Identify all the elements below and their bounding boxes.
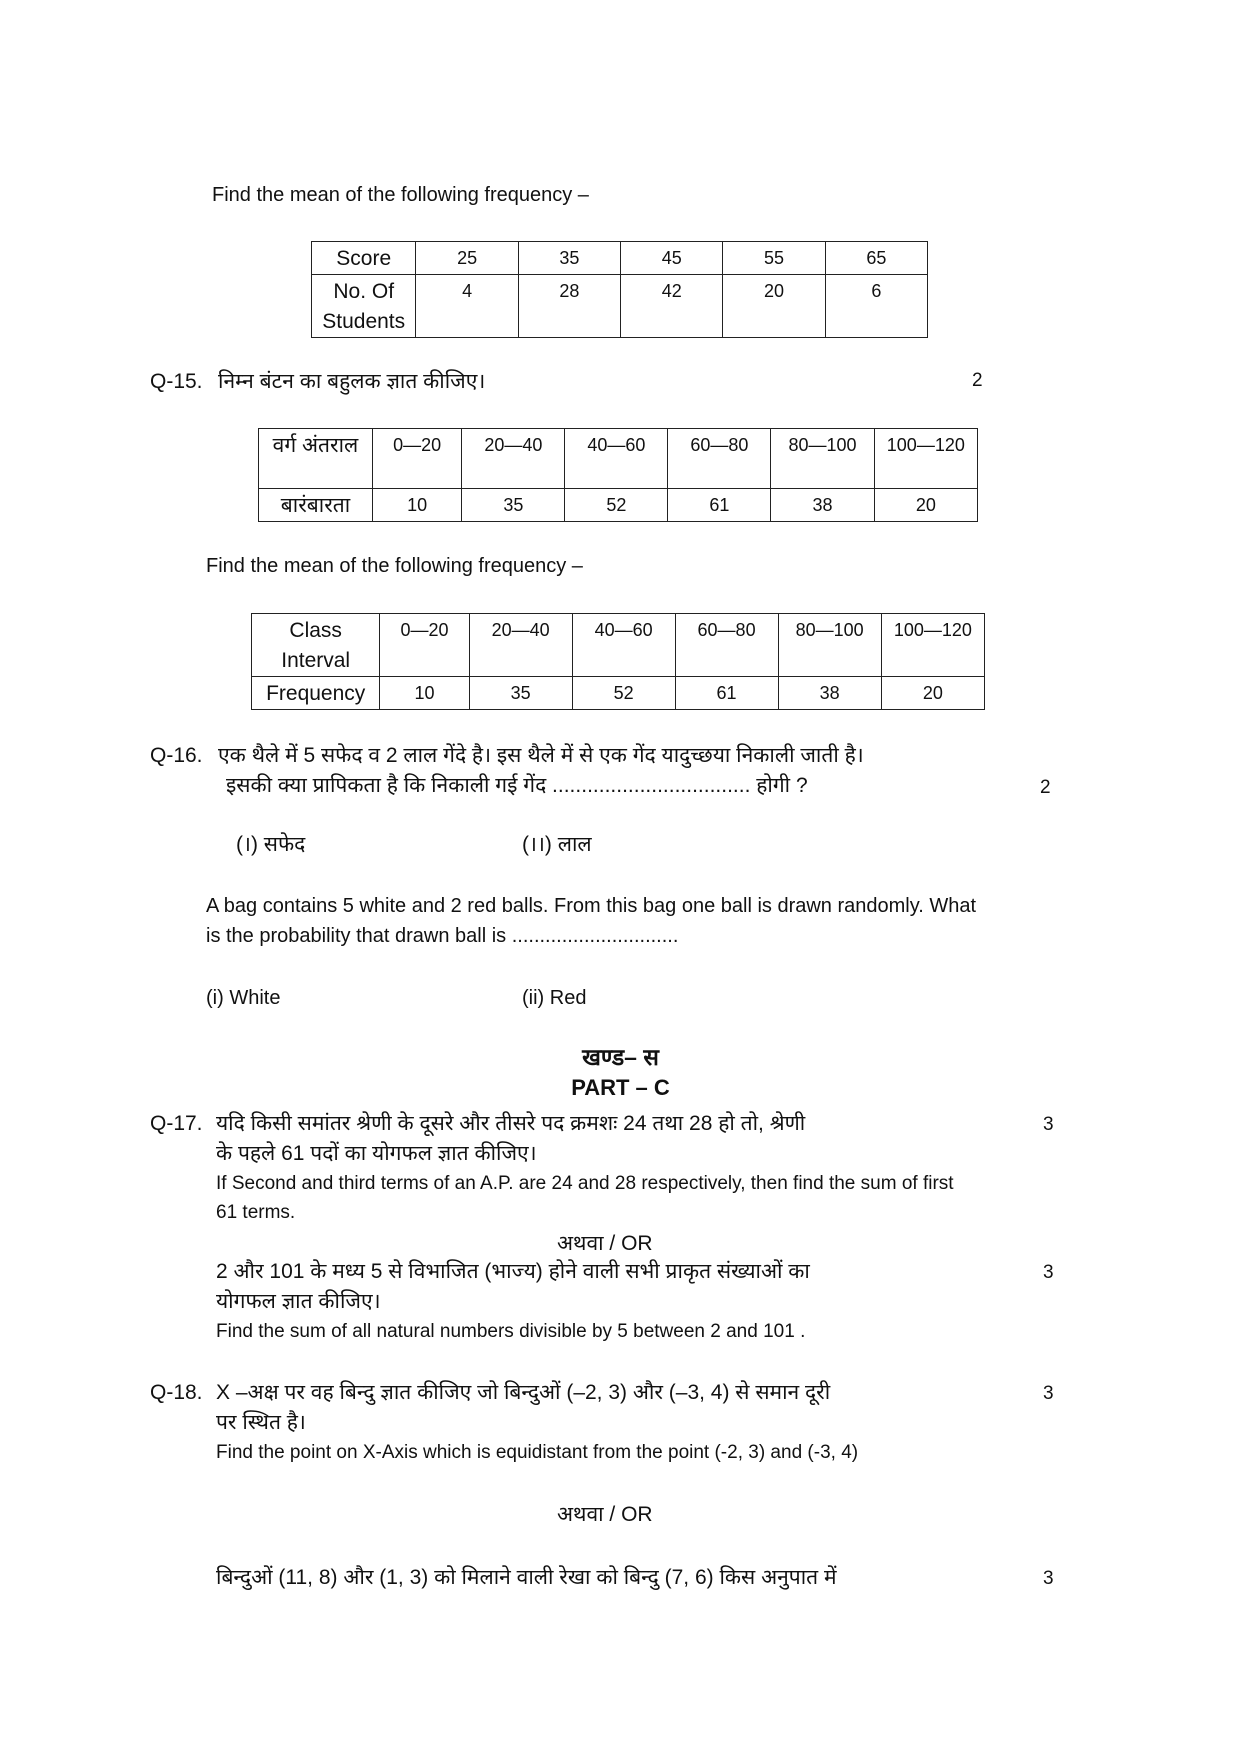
hindi-class-frequency-table [258,428,978,522]
table-cell: 45 [621,242,723,275]
q15-english-prompt: Find the mean of the following frequency – [206,555,583,577]
q16-hindi-option-2: (।।) लाल [522,833,592,856]
english-class-frequency-table [251,613,985,710]
score-students-table [311,241,928,338]
q16-number: Q-16. [150,744,203,767]
q17-hindi-line2: के पहले 61 पदों का योगफल ज्ञात कीजिए। [216,1142,537,1165]
q18-hindi-line1: X –अक्ष पर वह बिन्दु ज्ञात कीजिए जो बिन्दुओं (–2, 3) और (–3, 4) से समान दूरी [216,1381,831,1404]
q18-english: Find the point on X-Axis which is equidistant from the point (-2, 3) and (-3, 4) [216,1442,859,1463]
row-label-frequency-hindi: बारंबारता [259,489,373,522]
table-cell: 6 [825,275,927,338]
row-label-score: Score [312,242,416,275]
q17-marks: 3 [1043,1114,1054,1135]
q16-hindi-line2: इसकी क्या प्रापिकता है कि निकाली गई गेंद .................................. होगी ? [226,774,808,797]
table-cell: 80—100 [778,614,881,677]
table-cell: 52 [565,489,668,522]
table-cell: 20—40 [462,429,565,489]
q15-marks: 2 [972,370,983,391]
q17-hindi-line1: यदि किसी समांतर श्रेणी के दूसरे और तीसरे पद क्रमशः 24 तथा 28 हो तो, श्रेणी [216,1112,806,1135]
table-cell: 60—80 [668,429,771,489]
q16-english-line2: is the probability that drawn ball is .............................. [206,925,679,947]
table-cell: 65 [825,242,927,275]
q17-alt-hindi-line1: 2 और 101 के मध्य 5 से विभाजित (भाज्य) होने वाली सभी प्राकृत संख्याओं का [216,1260,810,1283]
table-cell: 38 [778,677,881,710]
table-cell: 40—60 [565,429,668,489]
q17-alt-hindi-line2: योगफल ज्ञात कीजिए। [216,1290,381,1313]
q18-alt-hindi-line1: बिन्दुओं (11, 8) और (1, 3) को मिलाने वाली रेखा को बिन्दु (7, 6) किस अनुपात में [216,1566,837,1589]
row-label-class-interval-hindi: वर्ग अंतराल [259,429,373,489]
row-label-frequency: Frequency [252,677,380,710]
table-cell: 38 [771,489,874,522]
table-cell: 20 [874,489,977,522]
table-cell: 20—40 [469,614,572,677]
table-cell: 55 [723,242,825,275]
q17-english-line1: If Second and third terms of an A.P. are 24 and 28 respectively, then find the sum of first [216,1173,954,1194]
table-cell: 60—80 [675,614,778,677]
table-cell: 10 [380,677,469,710]
table-cell: 35 [469,677,572,710]
table-cell: 42 [621,275,723,338]
table-cell: 35 [462,489,565,522]
q16-hindi-option-1: (।) सफेद [236,833,306,856]
part-c-english-heading: PART – C [571,1075,670,1100]
q18-marks: 3 [1043,1383,1054,1404]
table-cell: 10 [372,489,461,522]
table-cell: 80—100 [771,429,874,489]
q17-alt-marks: 3 [1043,1262,1054,1283]
q17-number: Q-17. [150,1112,203,1135]
table-cell: 25 [416,242,518,275]
table-cell: 52 [572,677,675,710]
table-cell: 100—120 [881,614,984,677]
q17-english-line2: 61 terms. [216,1202,296,1223]
table-cell: 0—20 [380,614,469,677]
q18-hindi-line2: पर स्थित है। [216,1411,306,1434]
part-c-hindi-heading: खण्ड– स [582,1044,659,1070]
q17-or-label: अथवा / OR [557,1232,653,1255]
q16-hindi-line1: एक थैले में 5 सफेद व 2 लाल गेंदे है। इस थैले में से एक गेंद यादुच्छया निकाली जाती है। [218,744,864,767]
table-cell: 20 [881,677,984,710]
table-cell: 40—60 [572,614,675,677]
table-cell: 100—120 [874,429,977,489]
q16-marks: 2 [1040,777,1051,798]
table-cell: 20 [723,275,825,338]
table-cell: 4 [416,275,518,338]
q15-number: Q-15. [150,370,203,393]
q16-english-line1: A bag contains 5 white and 2 red balls. From this bag one ball is drawn randomly. What [206,895,977,917]
row-label-students: No. Of Students [312,275,416,338]
q16-english-option-2: (ii) Red [522,987,587,1009]
table-cell: 61 [668,489,771,522]
table-cell: 61 [675,677,778,710]
q18-alt-marks: 3 [1043,1568,1054,1589]
table-cell: 28 [518,275,620,338]
q16-english-option-1: (i) White [206,987,281,1009]
row-label-class-interval: Class Interval [252,614,380,677]
q18-number: Q-18. [150,1381,203,1404]
table-cell: 0—20 [372,429,461,489]
q18-or-label: अथवा / OR [557,1503,653,1526]
table-cell: 35 [518,242,620,275]
q15-hindi-question: निम्न बंटन का बहुलक ज्ञात कीजिए। [218,370,486,393]
q17-alt-english: Find the sum of all natural numbers divisible by 5 between 2 and 101 . [216,1321,806,1342]
q14-english-prompt: Find the mean of the following frequency – [212,184,589,206]
